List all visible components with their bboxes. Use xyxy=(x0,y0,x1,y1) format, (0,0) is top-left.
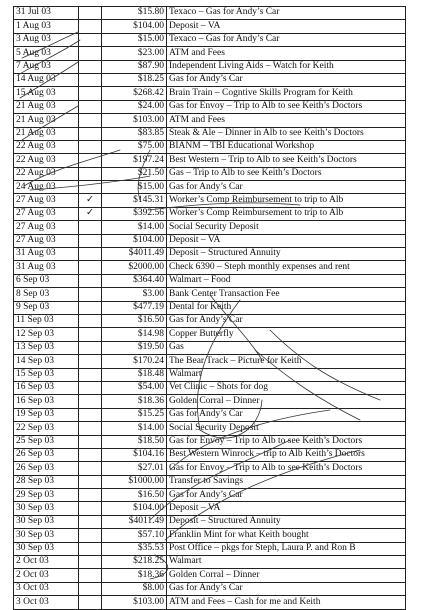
check-mark xyxy=(79,502,102,515)
entry-date: 12 Sep 03 xyxy=(14,328,79,341)
check-mark xyxy=(79,529,102,542)
check-mark xyxy=(79,381,102,394)
entry-amount: $8.00 xyxy=(102,582,167,595)
entry-date: 25 Sep 03 xyxy=(14,435,79,448)
entry-date: 26 Sep 03 xyxy=(14,448,79,461)
ledger-row xyxy=(14,167,406,180)
ledger-row xyxy=(14,529,406,542)
entry-amount: $104.16 xyxy=(102,448,167,461)
entry-description: Best Western Winrock – trip to Alb Keith’s Doctors xyxy=(167,448,406,461)
entry-description: Dental for Keith xyxy=(167,301,406,314)
entry-amount: $103.00 xyxy=(102,596,167,609)
entry-description: ATM and Fees – Cash for me and Keith xyxy=(167,596,406,609)
ledger-row xyxy=(14,515,406,528)
entry-amount: $103.00 xyxy=(102,114,167,127)
check-mark xyxy=(79,355,102,368)
entry-date: 3 Aug 03 xyxy=(14,33,79,46)
entry-description: Deposit – VA xyxy=(167,234,406,247)
entry-description: Deposit – VA xyxy=(167,502,406,515)
entry-description: Brain Train – Cogntive Skills Program for Keith xyxy=(167,87,406,100)
entry-date: 21 Aug 03 xyxy=(14,114,79,127)
entry-date: 1 Aug 03 xyxy=(14,20,79,33)
entry-description: Deposit – Structured Annuity xyxy=(167,248,406,261)
entry-amount: $145.31 xyxy=(102,194,167,207)
entry-amount: $16.50 xyxy=(102,489,167,502)
entry-date: 26 Sep 03 xyxy=(14,462,79,475)
entry-description: Gas for Andy’s Car xyxy=(167,408,406,421)
check-mark xyxy=(79,261,102,274)
check-mark xyxy=(79,422,102,435)
check-mark xyxy=(79,100,102,113)
entry-amount: $21.50 xyxy=(102,167,167,180)
entry-description: Texaco – Gas for Andy’s Car xyxy=(167,7,406,20)
ledger-row xyxy=(14,301,406,314)
entry-amount: $170.24 xyxy=(102,355,167,368)
check-mark xyxy=(79,167,102,180)
entry-date: 3 Oct 03 xyxy=(14,582,79,595)
entry-description: Deposit – VA xyxy=(167,20,406,33)
entry-description: Gas xyxy=(167,341,406,354)
ledger-row xyxy=(14,221,406,234)
ledger-row xyxy=(14,596,406,609)
entry-date: 14 Sep 03 xyxy=(14,355,79,368)
entry-description: ATM and Fees xyxy=(167,47,406,60)
entry-amount: $477.19 xyxy=(102,301,167,314)
entry-date: 31 Jul 03 xyxy=(14,7,79,20)
entry-date: 15 Sep 03 xyxy=(14,368,79,381)
check-mark xyxy=(79,475,102,488)
ledger-row xyxy=(14,448,406,461)
entry-amount: $2000.00 xyxy=(102,261,167,274)
entry-date: 16 Sep 03 xyxy=(14,395,79,408)
entry-description: Golden Corral – Dinner xyxy=(167,395,406,408)
entry-amount: $4011.49 xyxy=(102,515,167,528)
entry-amount: $197.24 xyxy=(102,154,167,167)
entry-amount: $104.00 xyxy=(102,234,167,247)
check-mark xyxy=(79,73,102,86)
ledger-row xyxy=(14,341,406,354)
ledger-row xyxy=(14,234,406,247)
entry-description: Golden Corral – Dinner xyxy=(167,569,406,582)
entry-amount: $27.01 xyxy=(102,462,167,475)
entry-amount: $16.50 xyxy=(102,314,167,327)
entry-date: 15 Aug 03 xyxy=(14,87,79,100)
ledger-row xyxy=(14,194,406,207)
ledger-row xyxy=(14,33,406,46)
check-mark xyxy=(79,234,102,247)
check-mark xyxy=(79,582,102,595)
check-mark: ✓ xyxy=(79,194,102,207)
entry-description: Post Office – pkgs for Steph, Laura P. and Ron B xyxy=(167,542,406,555)
ledger-row xyxy=(14,569,406,582)
entry-date: 21 Aug 03 xyxy=(14,127,79,140)
entry-description: Steak & Ale – Dinner in Alb to see Keith’s Doctors xyxy=(167,127,406,140)
entry-description: ATM and Fees xyxy=(167,114,406,127)
entry-amount: $364.40 xyxy=(102,274,167,287)
ledger-row xyxy=(14,207,406,220)
entry-amount: $18.25 xyxy=(102,73,167,86)
entry-date: 5 Aug 03 xyxy=(14,47,79,60)
ledger-row xyxy=(14,127,406,140)
ledger-row xyxy=(14,100,406,113)
ledger-row xyxy=(14,542,406,555)
entry-date: 27 Aug 03 xyxy=(14,207,79,220)
ledger-row xyxy=(14,408,406,421)
ledger-row xyxy=(14,248,406,261)
entry-description: Gas for Envoy – Trip to Alb to see Keith’s Doctors xyxy=(167,100,406,113)
entry-amount: $57.10 xyxy=(102,529,167,542)
entry-amount: $18.36 xyxy=(102,569,167,582)
check-mark xyxy=(79,274,102,287)
check-mark xyxy=(79,20,102,33)
entry-date: 29 Sep 03 xyxy=(14,489,79,502)
entry-description: The Bear Track – Picture for Keith xyxy=(167,355,406,368)
check-mark xyxy=(79,140,102,153)
entry-description: Worker’s Comp Reimbursement to trip to Alb xyxy=(167,207,406,220)
ledger-row xyxy=(14,381,406,394)
check-mark xyxy=(79,288,102,301)
check-mark xyxy=(79,462,102,475)
ledger-row xyxy=(14,274,406,287)
ledger-row xyxy=(14,7,406,20)
entry-amount: $104.00 xyxy=(102,20,167,33)
entry-amount: $15.25 xyxy=(102,408,167,421)
check-mark xyxy=(79,448,102,461)
check-mark xyxy=(79,33,102,46)
ledger-row xyxy=(14,73,406,86)
entry-amount: $3.00 xyxy=(102,288,167,301)
entry-amount: $14.98 xyxy=(102,328,167,341)
check-mark: ✓ xyxy=(79,207,102,220)
ledger-row xyxy=(14,582,406,595)
entry-date: 7 Aug 03 xyxy=(14,60,79,73)
entry-date: 22 Sep 03 xyxy=(14,422,79,435)
entry-amount: $87.90 xyxy=(102,60,167,73)
entry-amount: $104.00 xyxy=(102,502,167,515)
entry-description: Gas for Envoy – Trip to Alb to see Keith’s Doctors xyxy=(167,462,406,475)
entry-date: 14 Aug 03 xyxy=(14,73,79,86)
entry-description: Gas for Envoy – Trip to Alb to see Keith’s Doctors xyxy=(167,435,406,448)
ledger-row xyxy=(14,60,406,73)
check-mark xyxy=(79,60,102,73)
entry-description: Gas for Andy’s Car xyxy=(167,73,406,86)
entry-amount: $14.00 xyxy=(102,221,167,234)
check-mark xyxy=(79,114,102,127)
entry-description: Best Western – Trip to Alb to see Keith’s Doctors xyxy=(167,154,406,167)
entry-description: Check 6390 – Steph monthly expenses and rent xyxy=(167,261,406,274)
check-mark xyxy=(79,314,102,327)
entry-date: 2 Oct 03 xyxy=(14,556,79,569)
expense-ledger-table xyxy=(13,6,406,610)
entry-description: BIANM – TBI Educational Workshop xyxy=(167,140,406,153)
ledger-row xyxy=(14,556,406,569)
entry-amount: $4011.49 xyxy=(102,248,167,261)
entry-amount: $14.00 xyxy=(102,422,167,435)
ledger-row xyxy=(14,20,406,33)
entry-date: 9 Sep 03 xyxy=(14,301,79,314)
entry-date: 2 Oct 03 xyxy=(14,569,79,582)
ledger-row xyxy=(14,368,406,381)
entry-amount: $18.50 xyxy=(102,435,167,448)
entry-date: 31 Aug 03 xyxy=(14,248,79,261)
ledger-row xyxy=(14,47,406,60)
entry-amount: $54.00 xyxy=(102,381,167,394)
check-mark xyxy=(79,542,102,555)
entry-amount: $83.85 xyxy=(102,127,167,140)
entry-description: Gas for Andy’s Car xyxy=(167,181,406,194)
entry-amount: $15.00 xyxy=(102,181,167,194)
check-mark xyxy=(79,435,102,448)
entry-amount: $23.00 xyxy=(102,47,167,60)
entry-amount: $24.00 xyxy=(102,100,167,113)
entry-description: Gas – Trip to Alb to see Keith’s Doctors xyxy=(167,167,406,180)
ledger-row xyxy=(14,114,406,127)
entry-date: 22 Aug 03 xyxy=(14,167,79,180)
entry-date: 13 Sep 03 xyxy=(14,341,79,354)
entry-amount: $268.42 xyxy=(102,87,167,100)
check-mark xyxy=(79,87,102,100)
ledger-row xyxy=(14,261,406,274)
ledger-row xyxy=(14,422,406,435)
ledger-row xyxy=(14,395,406,408)
entry-description: Walmart – Food xyxy=(167,274,406,287)
check-mark xyxy=(79,515,102,528)
ledger-row xyxy=(14,140,406,153)
entry-date: 16 Sep 03 xyxy=(14,381,79,394)
entry-date: 27 Aug 03 xyxy=(14,221,79,234)
entry-date: 11 Sep 03 xyxy=(14,314,79,327)
ledger-row xyxy=(14,181,406,194)
entry-amount: $18.36 xyxy=(102,395,167,408)
entry-date: 30 Sep 03 xyxy=(14,542,79,555)
check-mark xyxy=(79,368,102,381)
check-mark xyxy=(79,556,102,569)
entry-description: Gas for Andy’s Car xyxy=(167,314,406,327)
entry-amount: $35.53 xyxy=(102,542,167,555)
check-mark xyxy=(79,154,102,167)
entry-date: 27 Aug 03 xyxy=(14,234,79,247)
check-mark xyxy=(79,248,102,261)
entry-date: 27 Aug 03 xyxy=(14,194,79,207)
entry-date: 21 Aug 03 xyxy=(14,100,79,113)
entry-description: Worker’s Comp Reimbursement to trip to Alb xyxy=(167,194,406,207)
entry-description: Gas for Andy’s Car xyxy=(167,489,406,502)
check-mark xyxy=(79,181,102,194)
entry-description: Independent Living Aids – Watch for Keith xyxy=(167,60,406,73)
ledger-row xyxy=(14,475,406,488)
entry-description: Social Security Deposit xyxy=(167,221,406,234)
entry-description: Deposit – Structured Annuity xyxy=(167,515,406,528)
ledger-row xyxy=(14,462,406,475)
check-mark xyxy=(79,301,102,314)
ledger-row xyxy=(14,328,406,341)
check-mark xyxy=(79,127,102,140)
entry-date: 30 Sep 03 xyxy=(14,529,79,542)
check-mark xyxy=(79,408,102,421)
entry-amount: $218.25 xyxy=(102,556,167,569)
check-mark xyxy=(79,7,102,20)
entry-description: Transfer to Savings xyxy=(167,475,406,488)
entry-description: Copper Butterfly xyxy=(167,328,406,341)
entry-description: Vet Clinic – Shots for dog xyxy=(167,381,406,394)
entry-amount: $75.00 xyxy=(102,140,167,153)
check-mark xyxy=(79,341,102,354)
entry-description: Gas for Andy’s Car xyxy=(167,582,406,595)
entry-amount: $392.56 xyxy=(102,207,167,220)
entry-date: 19 Sep 03 xyxy=(14,408,79,421)
check-mark xyxy=(79,47,102,60)
entry-date: 31 Aug 03 xyxy=(14,261,79,274)
check-mark xyxy=(79,328,102,341)
entry-description: Bank Center Transaction Fee xyxy=(167,288,406,301)
entry-description: Social Security Deposit xyxy=(167,422,406,435)
entry-date: 30 Sep 03 xyxy=(14,515,79,528)
entry-date: 28 Sep 03 xyxy=(14,475,79,488)
entry-description: Walmart xyxy=(167,556,406,569)
entry-date: 3 Oct 03 xyxy=(14,596,79,609)
entry-description: Franklin Mint for what Keith bought xyxy=(167,529,406,542)
entry-amount: $19.50 xyxy=(102,341,167,354)
entry-date: 22 Aug 03 xyxy=(14,154,79,167)
entry-date: 22 Aug 03 xyxy=(14,140,79,153)
check-mark xyxy=(79,596,102,609)
ledger-row xyxy=(14,502,406,515)
entry-description: Texaco – Gas for Andy’s Car xyxy=(167,33,406,46)
ledger-row xyxy=(14,489,406,502)
ledger-row xyxy=(14,355,406,368)
entry-date: 24 Aug 03 xyxy=(14,181,79,194)
ledger-row xyxy=(14,314,406,327)
ledger-row xyxy=(14,87,406,100)
entry-amount: $15.80 xyxy=(102,7,167,20)
check-mark xyxy=(79,489,102,502)
entry-date: 6 Sep 03 xyxy=(14,274,79,287)
entry-amount: $1000.00 xyxy=(102,475,167,488)
entry-date: 30 Sep 03 xyxy=(14,502,79,515)
ledger-row xyxy=(14,154,406,167)
check-mark xyxy=(79,569,102,582)
entry-date: 8 Sep 03 xyxy=(14,288,79,301)
entry-amount: $18.48 xyxy=(102,368,167,381)
check-mark xyxy=(79,395,102,408)
check-mark xyxy=(79,221,102,234)
entry-description: Walmart xyxy=(167,368,406,381)
ledger-row xyxy=(14,288,406,301)
ledger-body xyxy=(14,7,406,610)
entry-amount: $15.00 xyxy=(102,33,167,46)
ledger-row xyxy=(14,435,406,448)
